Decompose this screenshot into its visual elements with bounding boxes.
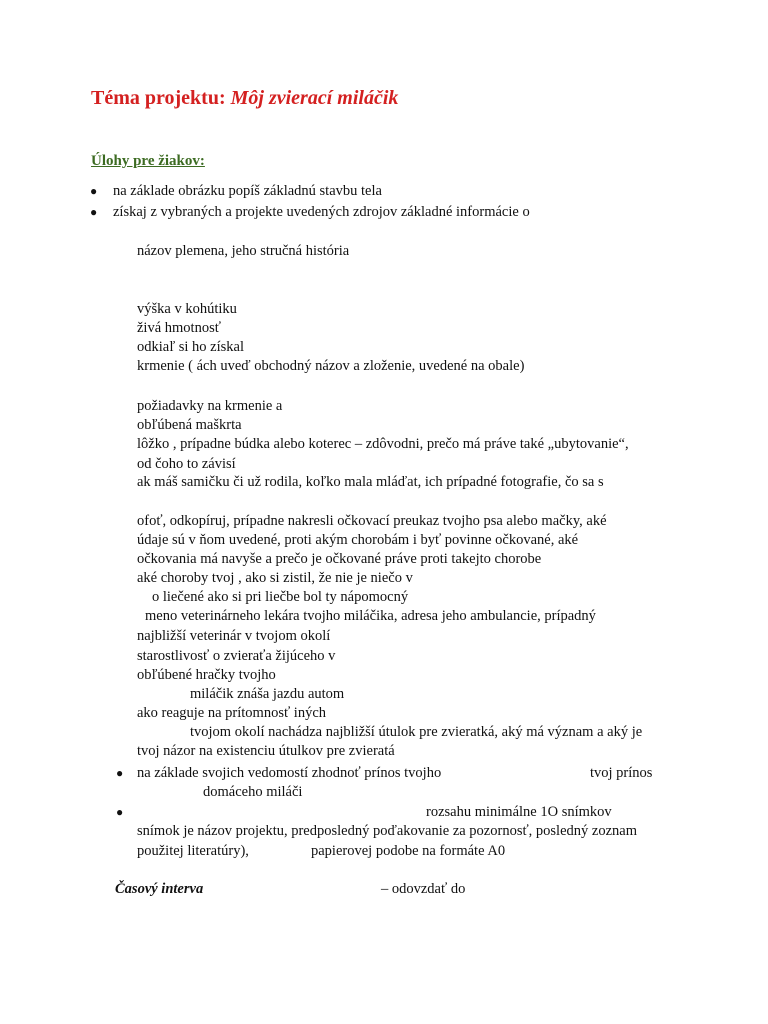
bullet-item: na základe obrázku popíš základnú stavbu tela — [113, 183, 382, 199]
bullet-item: na základe svojich vedomostí zhodnoť prínos tvojho — [137, 765, 442, 781]
bullet-marker: ● — [90, 184, 98, 198]
sub-item: krmenie ( ách uveď obchodný názov a zloženie, uvedené na obale) — [137, 358, 525, 374]
sub-item: odkiaľ si ho získal — [137, 339, 244, 355]
bullet-marker: ● — [116, 805, 124, 819]
sub-item: aké choroby tvoj , ako si zistil, že nie je niečo v — [137, 570, 413, 586]
bullet-item-continuation: snímok je názov projektu, predposledný poďakovanie za pozornosť, posledný zoznam — [137, 823, 637, 839]
sub-item: tvojom okolí nachádza najbližší útulok pre zvieratká, aký má význam a aký je — [190, 724, 643, 740]
bullet-item-tail: tvoj prínos — [590, 765, 653, 781]
sub-item: miláčik znáša jazdu autom — [190, 686, 345, 702]
bullet-marker: ● — [116, 766, 124, 780]
sub-item: obľúbená maškrta — [137, 417, 242, 433]
bullet-item: získaj z vybraných a projekte uvedených zdrojov základné informácie o — [113, 204, 530, 220]
sub-item: očkovania má navyše a prečo je očkované práve proti takejto chorobe — [137, 551, 542, 567]
title-topic: Môj zvierací miláčik — [230, 87, 399, 109]
bullet-item: rozsahu minimálne 1O snímkov — [426, 804, 612, 820]
sub-item: údaje sú v ňom uvedené, proti akým chorobám i byť povinne očkované, aké — [137, 532, 579, 548]
sub-item: starostlivosť o zvieraťa žijúceho v — [137, 648, 336, 664]
sub-item: ako reaguje na prítomnosť iných — [137, 705, 327, 721]
title-label: Téma projektu: — [91, 87, 226, 109]
sub-item: meno veterinárneho lekára tvojho miláčika, adresa jeho ambulancie, prípadný — [145, 608, 596, 624]
sub-item: názov plemena, jeho stručná história — [137, 243, 350, 259]
sub-item: najbližší veterinár v tvojom okolí — [137, 628, 331, 644]
sub-item: tvoj názor na existenciu útulkov pre zvieratá — [137, 743, 395, 759]
bullet-marker: ● — [90, 205, 98, 219]
tasks-heading: Úlohy pre žiakov: — [91, 153, 205, 169]
bullet-item-continuation: použitej literatúry), — [137, 843, 249, 859]
bullet-item-continuation: papierovej podobe na formáte A0 — [311, 843, 506, 859]
sub-item: lôžko , prípadne búdka alebo koterec – zdôvodni, prečo má práve také „ubytovanie“, — [137, 436, 629, 452]
time-interval-label: Časový interva — [115, 881, 204, 897]
sub-item: ak máš samičku či už rodila, koľko mala mláďat, ich prípadné fotografie, čo sa s — [137, 474, 604, 490]
sub-item: od čoho to závisí — [137, 456, 236, 472]
sub-item: obľúbené hračky tvojho — [137, 667, 276, 683]
time-interval-value: – odovzdať do — [381, 881, 466, 897]
sub-item: živá hmotnosť — [137, 320, 221, 336]
bullet-item-continuation: domáceho miláči — [203, 784, 303, 800]
sub-item: ofoť, odkopíruj, prípadne nakresli očkovací preukaz tvojho psa alebo mačky, aké — [137, 513, 607, 529]
sub-item: výška v kohútiku — [137, 301, 237, 317]
document-title — [91, 86, 398, 110]
sub-item: o liečené ako si pri liečbe bol ty nápomocný — [152, 589, 409, 605]
sub-item: požiadavky na krmenie a — [137, 398, 283, 414]
